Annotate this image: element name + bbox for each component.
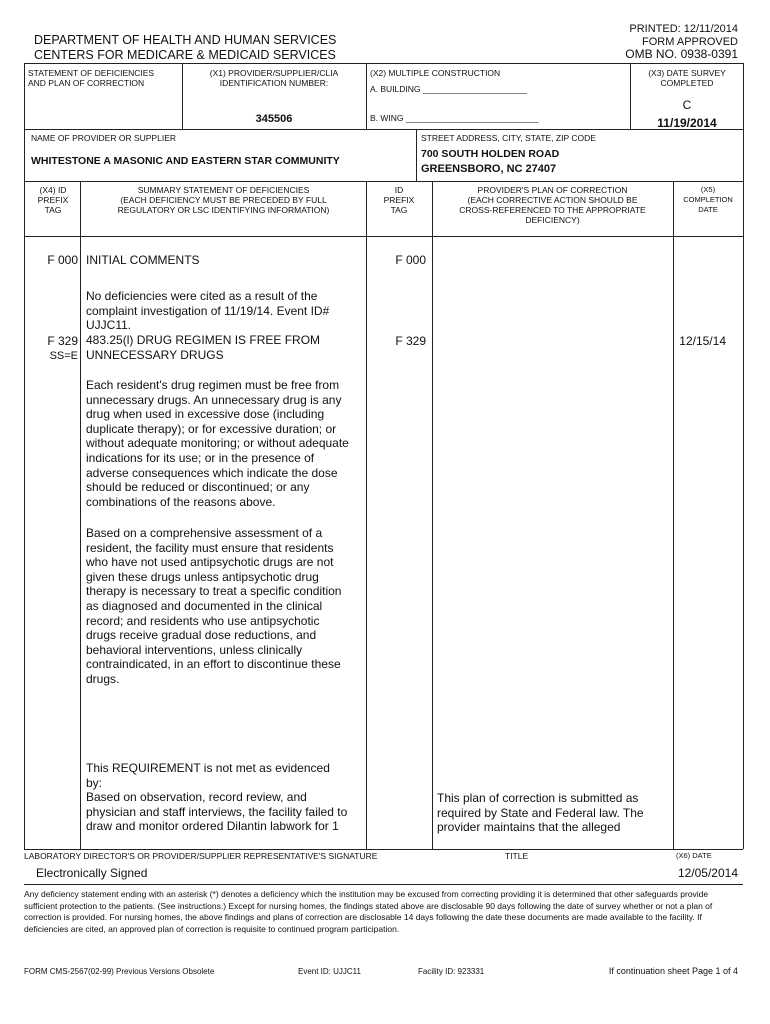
id-column-header: ID PREFIX TAG bbox=[383, 185, 415, 215]
survey-date: 11/19/2014 bbox=[657, 116, 717, 130]
rule bbox=[24, 849, 743, 850]
street-address: 700 SOUTH HOLDEN ROAD bbox=[421, 148, 560, 160]
city-state-zip: GREENSBORO, NC 27407 bbox=[421, 163, 557, 175]
survey-date-label: (X3) DATE SURVEY COMPLETED bbox=[648, 68, 726, 88]
tag-f329: F 329 bbox=[47, 334, 78, 348]
signature-date: 12/05/2014 bbox=[677, 866, 738, 880]
rule bbox=[80, 181, 81, 849]
provider-name: WHITESTONE A MASONIC AND EASTERN STAR COMMUNITY bbox=[31, 155, 340, 167]
rule bbox=[182, 63, 183, 129]
findings-paragraph: This REQUIREMENT is not met as evidenced by: Based on observation, record review, and physician and staff interviews, the facility failed to draw and monitor ordered Dilantin labwork for 1 bbox=[86, 761, 348, 834]
x4-column-header: (X4) ID PREFIX TAG bbox=[37, 185, 69, 215]
signature-label: LABORATORY DIRECTOR'S OR PROVIDER/SUPPLIER REPRESENTATIVE'S SIGNATURE bbox=[24, 851, 378, 861]
rule bbox=[673, 181, 674, 849]
signature-value: Electronically Signed bbox=[36, 866, 148, 880]
multiple-construction-label: (X2) MULTIPLE CONSTRUCTION bbox=[370, 68, 501, 78]
omb-number: OMB NO. 0938-0391 bbox=[625, 47, 738, 61]
statement-label: STATEMENT OF DEFICIENCIES AND PLAN OF CORRECTION bbox=[28, 68, 155, 88]
summary-column-header: SUMMARY STATEMENT OF DEFICIENCIES (EACH DEFICIENCY MUST BE PRECEDED BY FULL REGULATORY OR LSC IDENTIFYING INFORMATION) bbox=[117, 185, 330, 215]
provider-name-label: NAME OF PROVIDER OR SUPPLIER bbox=[31, 133, 176, 143]
title-label: TITLE bbox=[505, 851, 529, 861]
f329-title: 483.25(l) DRUG REGIMEN IS FREE FROM UNNECESSARY DRUGS bbox=[86, 333, 321, 362]
rule bbox=[24, 236, 743, 237]
form-number: FORM CMS-2567(02-99) Previous Versions Obsolete bbox=[24, 967, 215, 976]
regulation-paragraph-1: Each resident's drug regimen must be free from unnecessary drugs. An unnecessary drug is any drug when used in excessive dose (including duplicate therapy); or for excessive duration; or without adequate monitoring; or without adequate indications for its use; or in the presence of adverse consequences which indicate the dose should be reduced or discontinued; or any combinations of the reasons above. bbox=[86, 378, 349, 509]
continuation-page: If continuation sheet Page 1 of 4 bbox=[608, 966, 738, 976]
scope-severity: SS=E bbox=[49, 350, 78, 362]
rule bbox=[416, 129, 417, 181]
facility-id: Facility ID: 923331 bbox=[418, 967, 485, 976]
agency-title: CENTERS FOR MEDICARE & MEDICAID SERVICES bbox=[34, 48, 336, 62]
printed-date: PRINTED: 12/11/2014 bbox=[629, 23, 738, 35]
building-field: A. BUILDING ______________________ bbox=[370, 84, 527, 94]
rule bbox=[24, 63, 25, 849]
provider-id-label: (X1) PROVIDER/SUPPLIER/CLIA IDENTIFICATION NUMBER: bbox=[209, 68, 339, 88]
tag-f000: F 000 bbox=[47, 253, 78, 267]
rule bbox=[24, 181, 743, 182]
x6-date-label: (X6) DATE bbox=[676, 851, 712, 860]
initial-comments-heading: INITIAL COMMENTS bbox=[86, 253, 200, 267]
event-id: Event ID: UJJC11 bbox=[298, 967, 361, 976]
disclaimer-text: Any deficiency statement ending with an asterisk (*) denotes a deficiency which the institution may be excused from correcting providing it is determined that other safeguards provide sufficient protection to the patients. (See instructions.) Except for nursing homes, the findings stated above are disclosable 90 days following the date of survey whether or not a plan of correction is provided. For nursing homes, the above findings and plans of correction are disclosable 14 days following the date these documents are made available to the facility. If deficiencies are cited, an approved plan of correction is requisite to continued program participation. bbox=[24, 889, 713, 934]
x5-column-header: (X5) COMPLETION DATE bbox=[683, 185, 733, 214]
rule bbox=[630, 63, 631, 129]
rule bbox=[24, 63, 743, 64]
rule bbox=[743, 63, 744, 849]
survey-code: C bbox=[682, 98, 692, 112]
regulation-paragraph-2: Based on a comprehensive assessment of a resident, the facility must ensure that residents who have not used antipsychotic drugs are not given these drugs unless antipsychotic drug therapy is necessary to treat a specific condition as diagnosed and documented in the clinical record; and residents who use antipsychotic drugs receive gradual dose reductions, and behavioral interventions, unless clinically contraindicated, in an effort to discontinue these drugs. bbox=[86, 526, 342, 686]
department-title: DEPARTMENT OF HEALTH AND HUMAN SERVICES bbox=[34, 33, 337, 47]
plan-of-correction-text: This plan of correction is submitted as required by State and Federal law. The provider maintains that the alleged bbox=[437, 791, 644, 835]
rule bbox=[24, 884, 743, 885]
address-label: STREET ADDRESS, CITY, STATE, ZIP CODE bbox=[421, 133, 596, 143]
provider-id-number: 345506 bbox=[255, 113, 293, 125]
wing-field: B. WING ____________________________ bbox=[370, 113, 539, 123]
form-approved: FORM APPROVED bbox=[642, 36, 738, 48]
id-f000: F 000 bbox=[395, 253, 426, 267]
no-deficiencies-text: No deficiencies were cited as a result of the complaint investigation of 11/19/14. Event ID# UJJC11. bbox=[86, 289, 330, 333]
rule bbox=[432, 181, 433, 849]
id-f329: F 329 bbox=[395, 334, 426, 348]
plan-column-header: PROVIDER'S PLAN OF CORRECTION (EACH CORRECTIVE ACTION SHOULD BE CROSS-REFERENCED TO THE APPROPRIATE DEFICIENCY) bbox=[459, 185, 646, 225]
rule bbox=[366, 181, 367, 849]
completion-date: 12/15/14 bbox=[679, 334, 726, 348]
rule bbox=[366, 63, 367, 129]
